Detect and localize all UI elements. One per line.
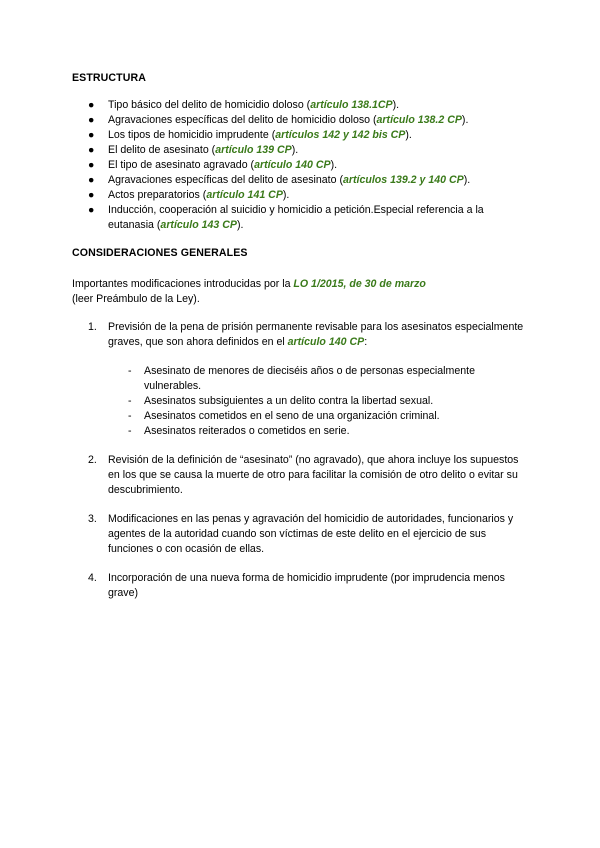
list-item: ● Actos preparatorios (artículo 141 CP).	[88, 189, 290, 201]
sub-list-item: - Asesinatos subsiguientes a un delito contra la libertad sexual.	[128, 395, 434, 407]
sub-list-item: - Asesinatos reiterados o cometidos en serie.	[128, 425, 350, 437]
numbered-item: 3. Modificaciones en las penas y agravación del homicidio de autoridades, funcionarios y agentes de la autoridad cuando son víctimas de este delito en el ejercicio de sus funciones o con ocasión de ellas.	[88, 513, 514, 555]
heading-consideraciones: CONSIDERACIONES GENERALES	[72, 247, 248, 259]
item-number: 2.	[88, 454, 97, 466]
bullet-icon: ●	[88, 159, 95, 171]
sub-list-item: - Asesinato de menores de dieciséis años o de personas especialmente vulnerables.	[128, 365, 475, 392]
legal-reference: artículos 142 y 142 bis CP	[275, 129, 406, 141]
bullet-icon: ●	[88, 204, 95, 216]
numbered-item: 2. Revisión de la definición de “asesinato” (no agravado), que ahora incluye los supuestos en los que se causa la muerte de otro para facilitar la comisión de otro delito o evitar su descubrimiento.	[88, 454, 519, 496]
legal-reference: artículo 143 CP	[160, 219, 237, 231]
legal-reference: artículo 140 CP	[254, 159, 331, 171]
list-item: ● Los tipos de homicidio imprudente (artículos 142 y 142 bis CP).	[88, 129, 412, 141]
consideraciones-list	[72, 320, 532, 601]
sub-list-item: - Asesinatos cometidos en el seno de una organización criminal.	[128, 410, 440, 422]
bullet-icon: ●	[88, 144, 95, 156]
list-item: ● Inducción, cooperación al suicidio y homicidio a petición.Especial referencia a la eutanasia (artículo 143 CP).	[88, 204, 484, 231]
bullet-icon: ●	[88, 174, 95, 186]
numbered-item: 1. Previsión de la pena de prisión permanente revisable para los asesinatos especialmente graves, que son ahora definidos en el artículo 140 CP: - Asesinato de menores de dieciséis años o de personas especialmente vulnerables. - Asesinatos subsiguientes a un delito contra la libertad sexual. - Asesinatos cometidos en el seno de una organización criminal. - Asesinatos reiterados o cometidos en serie.	[72, 320, 532, 439]
list-item: ● El tipo de asesinato agravado (artículo 140 CP).	[88, 159, 338, 171]
legal-reference: artículo 139 CP	[215, 144, 292, 156]
dash-icon: -	[128, 395, 132, 407]
legal-reference: artículo 140 CP	[287, 336, 365, 348]
bullet-icon: ●	[88, 129, 95, 141]
item-number: 1.	[88, 321, 97, 333]
item-number: 4.	[88, 572, 97, 584]
sub-list	[108, 364, 532, 439]
bullet-icon: ●	[88, 114, 95, 126]
numbered-item: 4. Incorporación de una nueva forma de homicidio imprudente (por imprudencia menos grave)	[88, 572, 505, 599]
list-item: ● Tipo básico del delito de homicidio doloso (artículo 138.1CP).	[88, 99, 400, 111]
dash-icon: -	[128, 425, 132, 437]
legal-reference: artículo 141 CP	[206, 189, 283, 201]
list-item: ● Agravaciones específicas del delito de homicidio doloso (artículo 138.2 CP).	[88, 114, 469, 126]
list-item: ● Agravaciones específicas del delito de asesinato (artículos 139.2 y 140 CP).	[88, 174, 471, 186]
dash-icon: -	[128, 410, 132, 422]
heading-estructura: ESTRUCTURA	[72, 72, 146, 84]
estructura-list	[72, 98, 512, 233]
intro-paragraph: Importantes modificaciones introducidas por la LO 1/2015, de 30 de marzo (leer Preámbulo de la Ley).	[72, 278, 426, 305]
legal-reference: artículos 139.2 y 140 CP	[342, 174, 464, 186]
dash-icon: -	[128, 365, 132, 377]
legal-reference: artículo 138.1CP	[310, 99, 393, 111]
bullet-icon: ●	[88, 99, 95, 111]
legal-reference: artículo 138.2 CP	[376, 114, 462, 126]
bullet-icon: ●	[88, 189, 95, 201]
list-item: ● El delito de asesinato (artículo 139 CP).	[88, 144, 299, 156]
legal-reference: LO 1/2015, de 30 de marzo	[293, 278, 426, 290]
item-number: 3.	[88, 513, 97, 525]
